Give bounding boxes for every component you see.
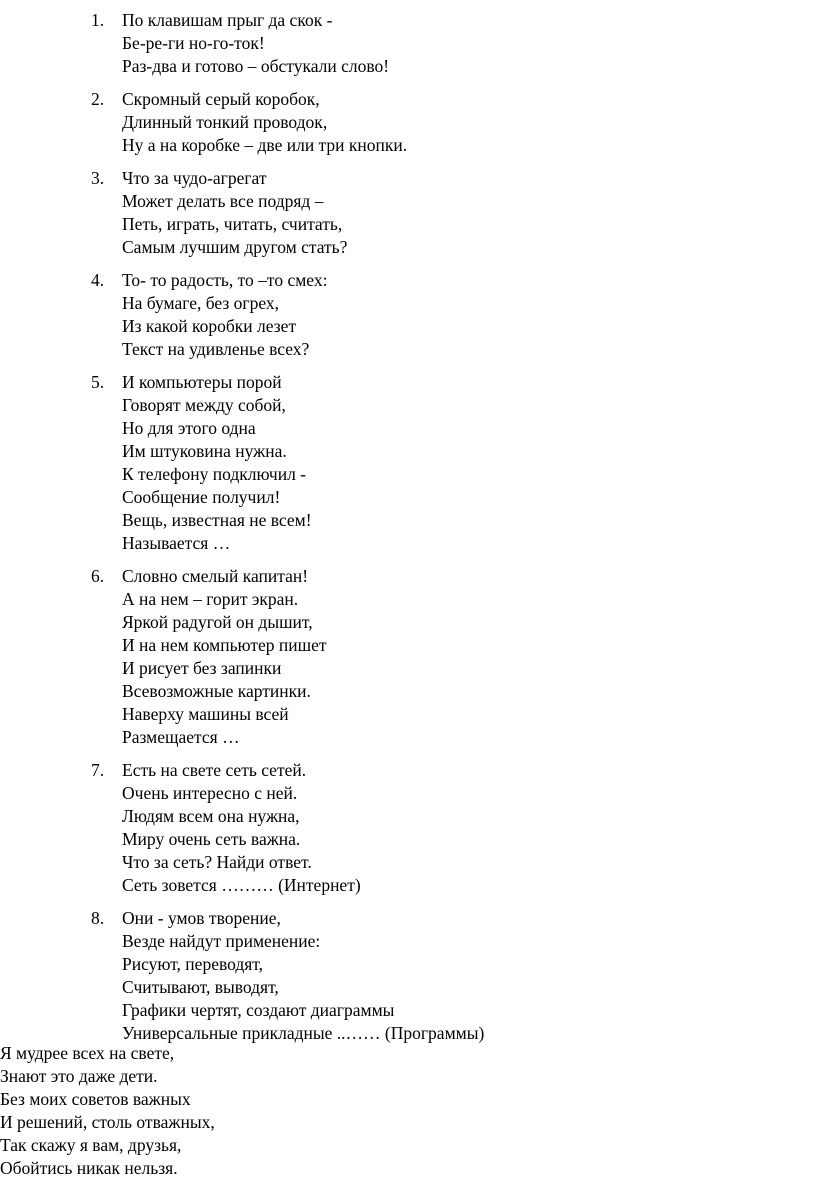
riddle-line: К телефону подключил - <box>122 464 307 484</box>
riddle-line: И компьютеры порой <box>122 372 282 392</box>
riddle-line: Сеть зовется ……… (Интернет) <box>122 875 361 895</box>
riddle-line: Сообщение получил! <box>122 487 281 507</box>
riddle-number: 7. <box>91 760 105 780</box>
riddle-line: Людям всем она нужна, <box>122 806 300 826</box>
riddle-item <box>0 167 816 259</box>
riddle-line: Что за сеть? Найди ответ. <box>122 852 312 872</box>
riddle-line: Говорят между собой, <box>122 395 286 415</box>
riddle-item <box>0 371 816 555</box>
riddle-line: Бе-ре-ги но-го-ток! <box>122 33 265 53</box>
riddle-text <box>122 565 816 749</box>
riddle-line: Скромный серый коробок, <box>122 89 320 109</box>
closing-line: Так скажу я вам, друзья, <box>0 1135 182 1155</box>
riddle-line: Считывают, выводят, <box>122 977 279 997</box>
riddle-line: Рисуют, переводят, <box>122 954 264 974</box>
closing-line: Я мудрее всех на свете, <box>0 1043 175 1063</box>
riddle-line: А на нем – горит экран. <box>122 589 299 609</box>
riddle-number: 6. <box>91 566 105 586</box>
riddle-line: Всевозможные картинки. <box>122 681 311 701</box>
riddle-line: То- то радость, то –то смех: <box>122 270 328 290</box>
riddle-line: Раз-два и готово – обстукали слово! <box>122 56 390 76</box>
riddle-line: Может делать все подряд – <box>122 191 324 211</box>
riddle-line: На бумаге, без огрех, <box>122 293 280 313</box>
riddle-line: Словно смелый капитан! <box>122 566 309 586</box>
riddle-text <box>122 759 816 897</box>
riddle-line: Очень интересно с ней. <box>122 783 298 803</box>
riddle-item <box>0 269 816 361</box>
riddle-number: 5. <box>91 372 105 392</box>
riddle-line: Из какой коробки лезет <box>122 316 297 336</box>
riddle-number: 1. <box>91 10 105 30</box>
riddle-line: Длинный тонкий проводок, <box>122 112 328 132</box>
riddle-line: И рисует без запинки <box>122 658 282 678</box>
riddle-line: Они - умов творение, <box>122 908 281 928</box>
riddle-line: Ну а на коробке – две или три кнопки. <box>122 135 408 155</box>
riddle-item <box>0 759 816 897</box>
riddle-line: Что за чудо-агрегат <box>122 168 267 188</box>
closing-line: Без моих советов важных <box>0 1089 191 1109</box>
riddle-number: 3. <box>91 168 105 188</box>
closing-poem <box>0 1042 215 1180</box>
riddle-item <box>0 565 816 749</box>
riddle-text <box>122 9 816 78</box>
riddle-line: Текст на удивленье всех? <box>122 339 310 359</box>
riddle-line: Универсальные прикладные ..…… (Программы) <box>122 1023 485 1043</box>
riddle-text <box>122 371 816 555</box>
riddle-line: Петь, играть, читать, считать, <box>122 214 343 234</box>
riddle-text <box>122 907 816 1045</box>
riddle-list <box>0 9 816 1055</box>
riddle-text <box>122 88 816 157</box>
riddle-line: Размещается … <box>122 727 240 747</box>
riddle-line: Называется … <box>122 533 231 553</box>
riddle-number: 8. <box>91 908 105 928</box>
riddle-item <box>0 88 816 157</box>
riddle-line: Миру очень сеть важна. <box>122 829 301 849</box>
riddle-item <box>0 907 816 1045</box>
riddle-number: 4. <box>91 270 105 290</box>
riddle-number: 2. <box>91 89 105 109</box>
closing-line: Обойтись никак нельзя. <box>0 1158 178 1178</box>
riddle-line: Графики чертят, создают диаграммы <box>122 1000 395 1020</box>
closing-line: И решений, столь отважных, <box>0 1112 215 1132</box>
riddle-line: Есть на свете сеть сетей. <box>122 760 307 780</box>
riddle-item <box>0 9 816 78</box>
riddle-line: Яркой радугой он дышит, <box>122 612 313 632</box>
riddle-line: Вещь, известная не всем! <box>122 510 312 530</box>
riddle-line: И на нем компьютер пишет <box>122 635 327 655</box>
riddle-line: Везде найдут применение: <box>122 931 321 951</box>
riddle-text <box>122 269 816 361</box>
riddle-line: Наверху машины всей <box>122 704 289 724</box>
riddle-text <box>122 167 816 259</box>
closing-line: Знают это даже дети. <box>0 1066 158 1086</box>
riddle-line: Но для этого одна <box>122 418 256 438</box>
riddle-line: По клавишам прыг да скок - <box>122 10 333 30</box>
riddle-line: Самым лучшим другом стать? <box>122 237 348 257</box>
riddle-line: Им штуковина нужна. <box>122 441 287 461</box>
